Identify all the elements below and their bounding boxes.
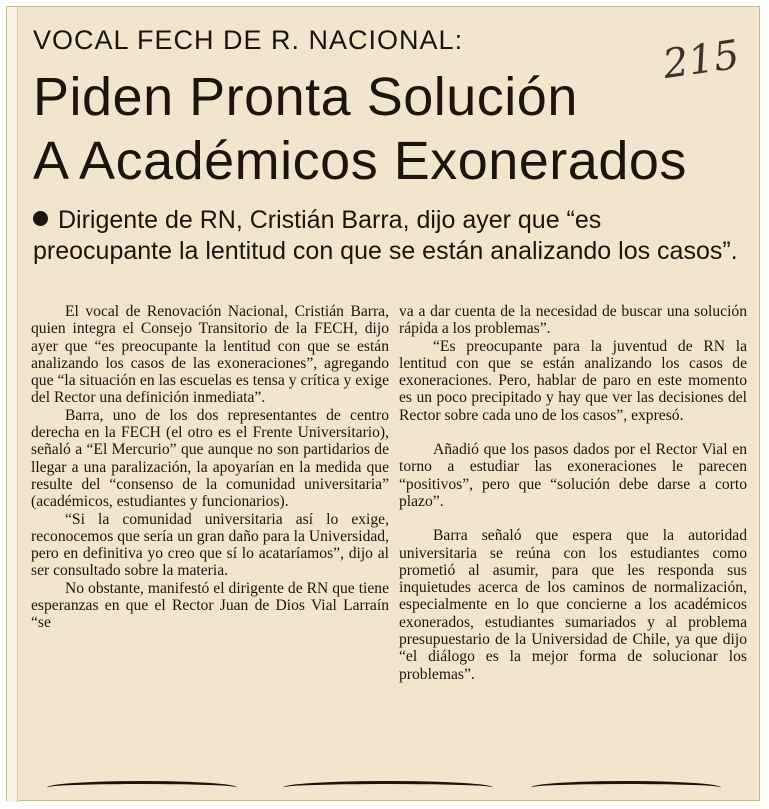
paragraph: Barra, uno de los dos representantes de centro derecha en la FECH (el otro es el Frente Universitario), señaló a “El Mercurio” que aunque no son partidarios de llegar a una paralización, la apoyarían en la medida que resulte del “consenso de la comunidad universitaria” (académicos, estudiantes y funcionarios). — [31, 406, 389, 511]
paragraph: “Si la comunidad universitaria así lo exige, reconocemos que sería un gran daño para la Universidad, pero en definitiva yo creo que sí lo acataríamos”, dijo al ser consultado sobre la materia. — [31, 510, 389, 580]
right-column — [399, 303, 747, 683]
bullet-icon — [33, 211, 48, 226]
headline — [33, 65, 687, 193]
kicker: VOCAL FECH DE R. NACIONAL: — [33, 25, 464, 55]
paragraph: No obstante, manifestó el dirigente de RN que tiene esperanzas en que el Rector Juan de Dios Vial Larraín “se — [31, 579, 389, 632]
paragraph-continuation: va a dar cuenta de la necesidad de buscar una solución rápida a los problemas”. — [399, 303, 747, 338]
paragraph: Añadió que los pasos dados por el Rector Vial en torno a estudiar las exoneraciones le parecen “positivos”, pero que “solución debe darse a corto plazo”. — [399, 441, 747, 510]
paragraph: “Es preocupante para la juventud de RN la lentitud con que se están analizando los casos de exoneraciones. Pero, hablar de paro en este momento es un poco precipitado y hay que ver las decisiones del Rector sobre cada uno de los casos”, expresó. — [399, 337, 747, 424]
ornamental-rule — [531, 781, 721, 794]
subhead — [33, 205, 743, 267]
headline-line-1: Piden Pronta Solución — [33, 67, 578, 127]
subhead-text: Dirigente de RN, Cristián Barra, dijo ayer que “es preocupante la lentitud con que se están analizando los casos”. — [33, 206, 738, 265]
left-column — [31, 303, 389, 632]
ornamental-rule — [47, 781, 237, 794]
headline-line-2: A Académicos Exonerados — [33, 131, 687, 191]
paragraph: El vocal de Renovación Nacional, Cristián Barra, quien integra el Consejo Transitorio de la FECH, dijo ayer que “es preocupante la lentitud con que se están analizando los casos de las exoneraciones”, agregando que “la situación en las escuelas es tensa y crítica y exige del Rector una definición inmediata”. — [31, 303, 389, 407]
ornamental-rule — [283, 781, 493, 794]
handwritten-note: 215 — [660, 31, 743, 89]
paper-edge — [7, 7, 18, 802]
paragraph: Barra señaló que espera que la autoridad universitaria se reúna con los estudiantes como prometió al asumir, para que les responda sus inquietudes acerca de los caminos de normalización, especialmente en lo que concierne a los académicos exonerados, estudiantes sumariados y al problema presupuestario de la Universidad de Chile, ya que dijo “el diálogo es la mejor forma de solucionar los problemas”. — [399, 527, 747, 683]
newspaper-clipping — [6, 6, 760, 801]
